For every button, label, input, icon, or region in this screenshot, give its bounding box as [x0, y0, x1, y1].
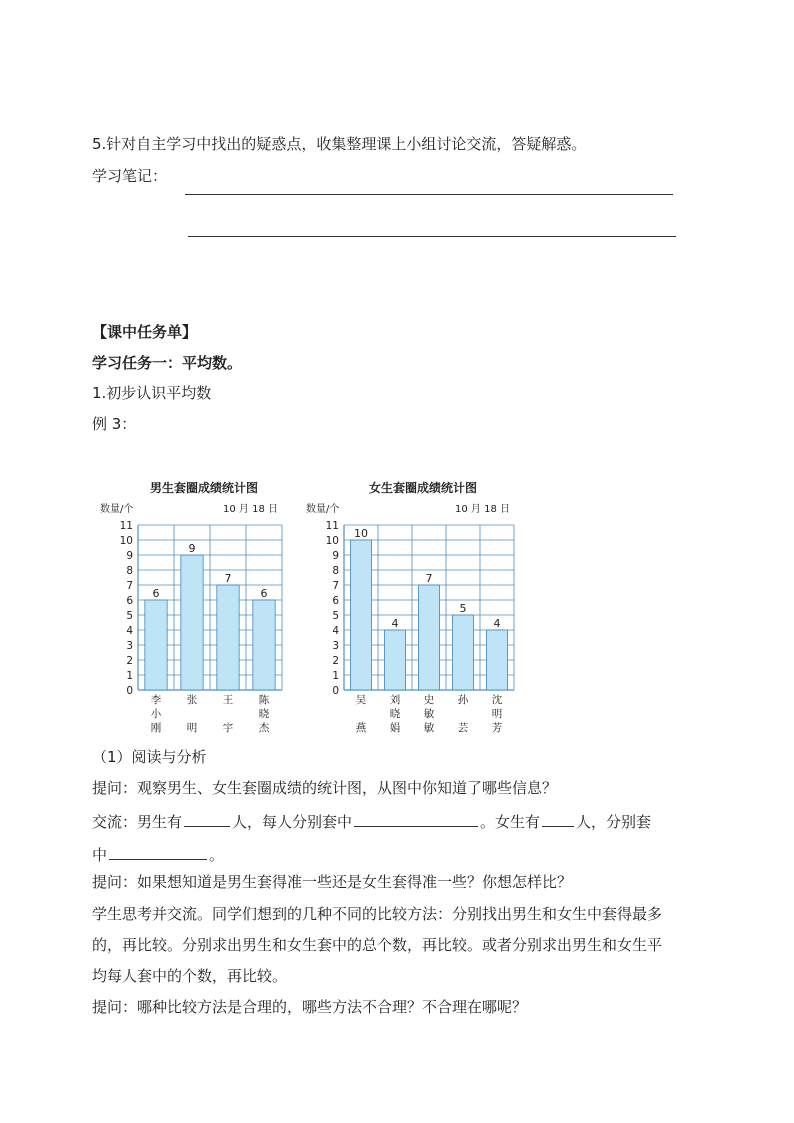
- task-sheet-header: 【课中任务单】: [92, 323, 198, 341]
- exchange-line-2: [92, 843, 224, 865]
- bar: [384, 630, 405, 690]
- paragraph-line-2: 的，再比较。分别求出男生和女生套中的总个数，再比较。或者分别求出男生和女生平: [92, 936, 663, 954]
- notes-line-2: [188, 236, 676, 237]
- bar: [145, 600, 167, 690]
- y-tick-label: 9: [126, 550, 133, 562]
- boys-count-blank[interactable]: [184, 810, 230, 827]
- category-label: 孙芸: [457, 694, 469, 734]
- bar: [486, 630, 507, 690]
- category-label: 刘晓娟: [389, 694, 401, 734]
- y-tick-label: 10: [119, 535, 133, 547]
- category-label: 吴燕: [355, 694, 367, 734]
- chart-date: 10 月 18 日: [455, 504, 510, 515]
- bar: [418, 585, 439, 690]
- y-tick-label: 1: [332, 670, 339, 682]
- category-label: 张明: [186, 694, 198, 734]
- example-label: 例 3：: [92, 415, 137, 433]
- y-axis-label: 数量/个: [100, 504, 134, 515]
- category-label: 李小刚: [150, 694, 162, 734]
- y-tick-label: 0: [126, 685, 133, 697]
- y-tick-label: 3: [332, 640, 339, 652]
- category-label: 陈晓杰: [258, 694, 270, 734]
- exchange-text-a: 交流：男生有: [92, 813, 183, 831]
- y-tick-label: 5: [126, 610, 133, 622]
- bar-value-label: 6: [152, 587, 160, 600]
- bar: [217, 585, 239, 690]
- bar-value-label: 4: [493, 617, 501, 630]
- question-2: 提问：如果想知道是男生套得准一些还是女生套得准一些？你想怎样比？: [92, 873, 573, 891]
- girls-scores-blank[interactable]: [109, 843, 207, 860]
- bar: [181, 555, 203, 690]
- bar: [452, 615, 473, 690]
- item-5-text: 5.针对自主学习中找出的疑惑点，收集整理课上小组讨论交流，答疑解惑。: [92, 135, 587, 153]
- y-tick-label: 4: [126, 625, 133, 637]
- y-tick-label: 6: [126, 595, 133, 607]
- y-tick-label: 2: [126, 655, 133, 667]
- y-tick-label: 8: [126, 565, 133, 577]
- bar: [350, 540, 371, 690]
- chart-title: 女生套圈成绩统计图: [368, 481, 478, 495]
- chart-title: 男生套圈成绩统计图: [149, 481, 259, 495]
- paragraph-line-3: 均每人套中的个数，再比较。: [92, 967, 288, 985]
- question-3: 提问：哪种比较方法是合理的，哪些方法不合理？不合理在哪呢？: [92, 998, 528, 1016]
- notes-line-1: [185, 194, 673, 195]
- y-tick-label: 11: [119, 520, 133, 532]
- y-tick-label: 2: [332, 655, 339, 667]
- paragraph-line-1: 学生思考并交流。同学们想到的几种不同的比较方法：分别找出男生和女生中套得最多: [92, 905, 663, 923]
- y-tick-label: 4: [332, 625, 339, 637]
- question-1: 提问：观察男生、女生套圈成绩的统计图，从图中你知道了哪些信息？: [92, 779, 558, 797]
- y-axis-label: 数量/个: [306, 504, 340, 515]
- y-tick-label: 5: [332, 610, 339, 622]
- y-tick-label: 11: [325, 520, 339, 532]
- y-tick-label: 7: [126, 580, 133, 592]
- exchange-text-e: 中: [92, 846, 108, 864]
- bar-value-label: 4: [391, 617, 399, 630]
- analysis-heading: （1）阅读与分析: [92, 748, 207, 766]
- bar: [253, 600, 275, 690]
- notes-label: 学习笔记：: [92, 167, 168, 185]
- y-tick-label: 9: [332, 550, 339, 562]
- girls-chart: [298, 475, 538, 735]
- bar-value-label: 7: [224, 572, 232, 585]
- exchange-text-c: 。女生有: [480, 813, 541, 831]
- y-tick-label: 6: [332, 595, 339, 607]
- y-tick-label: 7: [332, 580, 339, 592]
- y-tick-label: 8: [332, 565, 339, 577]
- category-label: 沈明芳: [491, 694, 503, 734]
- category-label: 王宇: [222, 694, 234, 734]
- exchange-text-b: 人，每人分别套中: [232, 813, 353, 831]
- boys-scores-blank[interactable]: [354, 810, 478, 827]
- exchange-text-d: 人，分别套: [576, 813, 652, 831]
- y-tick-label: 10: [325, 535, 339, 547]
- bar-value-label: 6: [260, 587, 268, 600]
- girls-count-blank[interactable]: [542, 810, 574, 827]
- bar-value-label: 5: [459, 602, 467, 615]
- exchange-line-1: [92, 810, 651, 832]
- chart-date: 10 月 18 日: [223, 504, 278, 515]
- learning-task-1: 学习任务一：平均数。: [92, 354, 243, 372]
- subsection-1: 1.初步认识平均数: [92, 384, 212, 402]
- category-label: 史敏敏: [423, 694, 435, 734]
- boys-chart: [92, 475, 302, 735]
- exchange-text-f: 。: [209, 846, 225, 864]
- bar-value-label: 9: [188, 542, 196, 555]
- bar-value-label: 10: [354, 527, 368, 540]
- y-tick-label: 3: [126, 640, 133, 652]
- y-tick-label: 0: [332, 685, 339, 697]
- bar-value-label: 7: [425, 572, 433, 585]
- y-tick-label: 1: [126, 670, 133, 682]
